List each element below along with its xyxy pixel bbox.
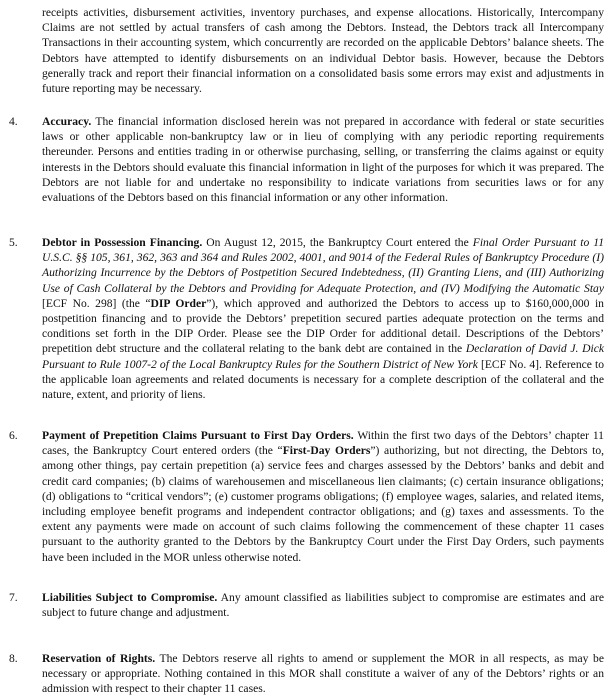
final-order-title: Final Order Pursuant to 11 U.S.C. §§ 105, 361, 362, 363 and 364 and Rules 2002, 4001, and 9014 of the Federal Rules of Bankruptcy Procedure (I) Authorizing Incurrence by the Debtors of Postpetition Secured Indebtedness, (II) Granting Liens, and (III) Authorizing Use of Cash Collateral by the Debtors and Providing for Adequate Protection, and (IV) Modifying the Automatic Stay bbox=[42, 236, 604, 295]
note-text: ”) authorizing, but not directing, the Debtors to, among other things, pay certain prepetition (a) service fees and charges assessed by the Debtors’ banks and debit and credit card companies; (b) claims of warehousemen and miscellaneous lien claimants; (c) certain insurance obligations; (d) obligations to “critical vendors”; (e) customer programs obligations; (f) employee wages, salaries, and related items, including employee benefit programs and independent contractor obligations; and (g) taxes and assessments. To the extent any payments were made on account of such claims following the commencement of these chapter 11 cases pursuant to the authority granted to the Debtors by the Bankruptcy Court under the First Day Orders, such payments have been included in the MOR unless otherwise noted. bbox=[42, 444, 605, 564]
note-text: [ECF No. 4]. Reference to the applicable loan agreements and related documents is necessary for a complete description of the collateral and the nature, extent, and priority of liens. bbox=[42, 357, 605, 402]
note-heading: Payment of Prepetition Claims Pursuant to First Day Orders. bbox=[42, 429, 354, 442]
note-heading: Reservation of Rights. bbox=[42, 652, 156, 665]
note-heading: Debtor in Possession Financing. bbox=[42, 236, 203, 249]
note-heading: Accuracy. bbox=[42, 115, 92, 128]
defined-term: DIP Order bbox=[150, 296, 207, 310]
note-number: 7. bbox=[9, 591, 18, 604]
note-body bbox=[42, 235, 604, 402]
note-body bbox=[42, 428, 604, 565]
note-text: Within the first two days of the Debtors’ chapter 11 cases, the Bankruptcy Court entered orders (the “ bbox=[42, 429, 604, 458]
defined-term: First-Day Orders bbox=[282, 444, 371, 458]
note-text: The Debtors reserve all rights to amend or supplement the MOR in all respects, as may be necessary or appropriate. Nothing contained in this MOR shall constitute a waiver of any of the Debtors’ rights or an admission with respect to their chapter 11 cases. bbox=[42, 652, 604, 696]
note-number: 8. bbox=[9, 652, 18, 665]
note-number: 4. bbox=[9, 115, 18, 128]
note-text: ”), which approved and authorized the Debtors to access up to $160,000,000 in postpetition financing and to provide the Debtors’ prepetition secured parties adequate protection on the terms and conditions set forth in the DIP Order. Please see the DIP Order for additional detail. Descriptions of the Debtors’ prepetition debt structure and the collateral relating to the bank debt are contained in the bbox=[42, 296, 604, 356]
note-heading: Liabilities Subject to Compromise. bbox=[42, 591, 218, 604]
declaration-title: Declaration of David J. Dick Pursuant to Rule 1007-2 of the Local Bankruptcy Rules for the Southern District of New York bbox=[42, 342, 604, 371]
note-body bbox=[42, 651, 604, 697]
note-text: [ECF No. 298] (the “ bbox=[42, 296, 151, 310]
note-number: 5. bbox=[9, 236, 18, 249]
note-text: Any amount classified as liabilities subject to compromise are estimates and are subject to future change and adjustment. bbox=[42, 591, 604, 620]
note-body bbox=[42, 590, 604, 620]
intro-paragraph: receipts activities, disbursement activities, inventory purchases, and expense allocations. Historically, Intercompany Claims are not settled by actual transfers of cash among the Debtors. Instead, the Debtors track all Intercompany Transactions in their accounting system, which concurrently are recorded on the applicable Debtors’ balance sheets. The Debtors have attempted to identify disbursements on an individual Debtor basis. However, because the Debtors generally track and report their financial information on a consolidated basis some errors may exist and adjustments in future reporting may be necessary. bbox=[42, 6, 604, 96]
note-number: 6. bbox=[9, 429, 18, 442]
note-body bbox=[42, 114, 604, 205]
note-text: The financial information disclosed herein was not prepared in accordance with federal or state securities laws or other applicable non-bankruptcy law or in lieu of complying with any periodic reporting requirements thereunder. Persons and entities trading in or otherwise purchasing, selling, or transferring the claims against or equity interests in the Debtors should evaluate this financial information in light of the purposes for which it was prepared. The Debtors are not liable for and undertake no responsibility to indicate variations from securities laws or for any evaluations of the Debtors based on this financial information or any other information. bbox=[42, 115, 604, 205]
note-text: On August 12, 2015, the Bankruptcy Court entered the bbox=[206, 236, 469, 249]
